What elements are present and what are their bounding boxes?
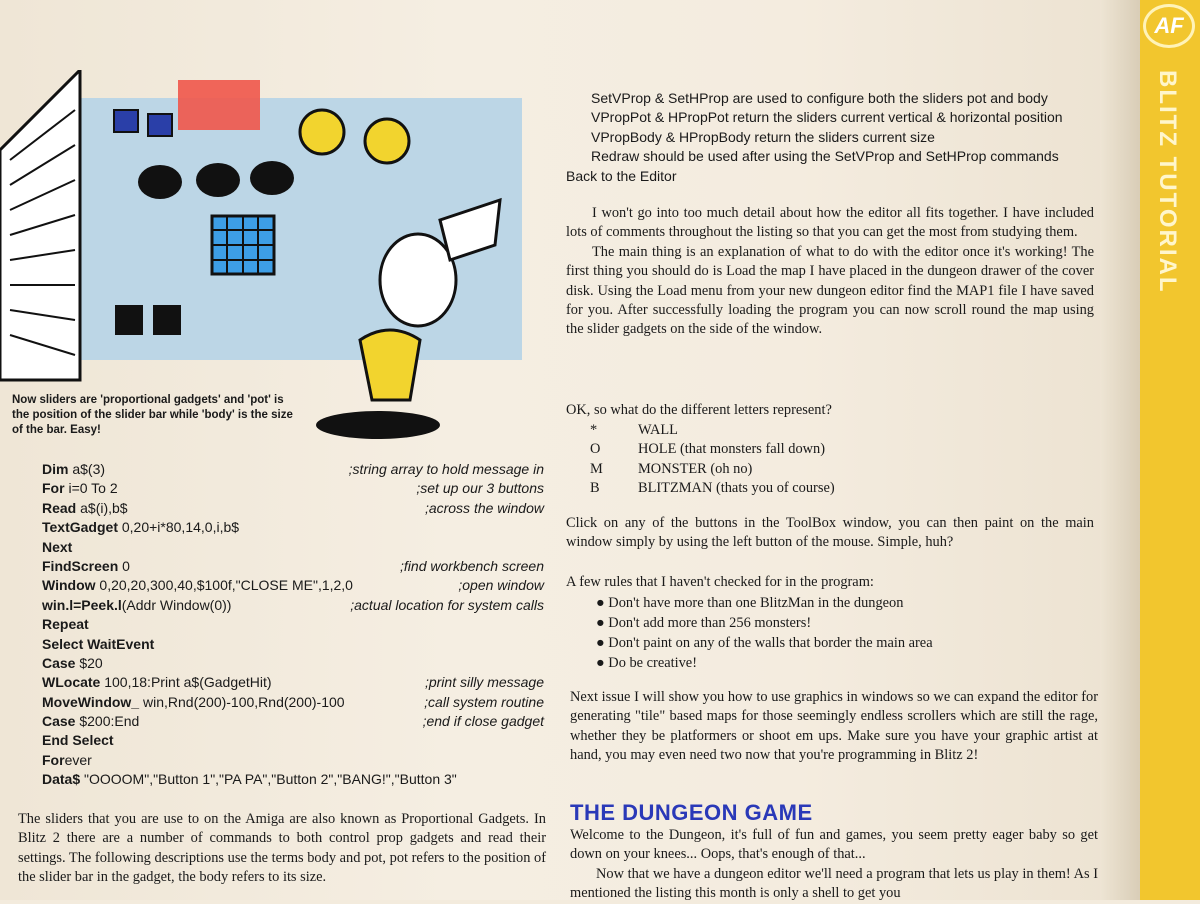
- code-line: [42, 616, 552, 635]
- editor-text-block: [566, 204, 1094, 340]
- command-item: VPropPot & HPropPot return the sliders current vertical & horizontal position: [591, 109, 1063, 126]
- code-comment: ;string array to hold message in: [348, 461, 544, 477]
- bullet-icon: ●: [596, 635, 609, 651]
- code-line: [42, 480, 552, 499]
- red-screen: [178, 80, 260, 130]
- code-text: FindScreen 0: [42, 557, 130, 574]
- code-text: MoveWindow_ win,Rnd(200)-100,Rnd(200)-100: [42, 693, 345, 710]
- code-text: WLocate 100,18:Print a$(GadgetHit): [42, 674, 272, 691]
- black-key-2: [153, 305, 181, 335]
- legend-row: M MONSTER (oh no): [590, 460, 753, 477]
- code-text: win.l=Peek.l(Addr Window(0)): [42, 596, 232, 613]
- letters-intro: OK, so what do the different letters represent?: [566, 402, 832, 418]
- blue-button-1: [114, 110, 138, 132]
- command-list: [566, 89, 1063, 186]
- rule-item: ● Don't add more than 256 monsters!: [596, 615, 812, 631]
- code-line: [42, 597, 552, 616]
- rule-item: ● Don't paint on any of the walls that border the main area: [596, 635, 933, 651]
- clock-icon-1: [300, 110, 344, 154]
- section-heading: THE DUNGEON GAME: [570, 800, 813, 825]
- page-gutter: [1100, 0, 1140, 900]
- illustration-caption: Now sliders are 'proportional gadgets' and 'pot' is the position of the slider bar while 'body' is the size of the bar. Easy!: [12, 394, 293, 436]
- section-label: BLITZ TUTORIAL: [1154, 70, 1181, 294]
- code-line: [42, 732, 552, 751]
- code-line: [42, 461, 552, 480]
- code-text: End Select: [42, 732, 114, 749]
- dungeon-text-block: [570, 826, 1098, 904]
- character-body: [360, 330, 420, 400]
- character-head: [380, 234, 456, 326]
- letter-legend: [590, 421, 835, 499]
- code-comment: ;print silly message: [424, 674, 544, 691]
- code-line: [42, 577, 552, 596]
- bullet-icon: ●: [596, 595, 609, 611]
- paragraph-5: Welcome to the Dungeon, it's full of fun and games, you seem pretty eager baby so get down on your knees... Oops, that's enough of that...: [570, 827, 1098, 863]
- code-line: [42, 674, 552, 693]
- rule-item: ● Don't have more than one BlitzMan in the dungeon: [596, 595, 904, 611]
- code-text: Forever: [42, 751, 92, 768]
- code-line: [42, 713, 552, 732]
- rules-intro: A few rules that I haven't checked for in the program:: [566, 574, 874, 590]
- code-text: Read a$(i),b$: [42, 499, 128, 516]
- dials: [138, 161, 294, 199]
- legend-row: O HOLE (that monsters fall down): [590, 441, 826, 458]
- code-line: [42, 636, 552, 655]
- code-line: [42, 500, 552, 519]
- code-line: [42, 694, 552, 713]
- blue-button-2: [148, 114, 172, 136]
- code-comment: ;find workbench screen: [400, 557, 544, 574]
- bullet-icon: ●: [596, 615, 609, 631]
- code-line: [42, 752, 552, 771]
- code-comment: ;across the window: [424, 499, 544, 516]
- code-text: Next: [42, 538, 73, 555]
- command-item: SetVProp & SetHProp are used to configure both the sliders pot and body: [591, 90, 1048, 106]
- code-line: [42, 558, 552, 577]
- paragraph-2: The main thing is an explanation of what to do with the editor once it's working! The first thing you should do is Load the map I have placed in the dungeon drawer of the cover disk. Using the Load menu from your new dungeon editor find the MAP1 file I have saved for you. After successfully loading the program you can now scroll round the map using the slider gadgets on the side of the window.: [566, 243, 1094, 338]
- back-to-editor-heading: Back to the Editor: [566, 167, 677, 184]
- legend-row: B BLITZMAN (thats you of course): [590, 480, 835, 497]
- left-paragraph: The sliders that you are use to on the Amiga are also known as Proportional Gadgets. In Blitz 2 there are a number of commands to both control prop gadgets and read their settings. The following descriptions use the terms body and pot, pot refers to the position of the slider bar in the gadget, the body refers to its size.: [18, 811, 546, 886]
- code-line: [42, 655, 552, 674]
- paragraph-6: Now that we have a dungeon editor we'll need a program that lets us play in them! As I mentioned the listing this month is only a shell to get you: [570, 865, 1098, 902]
- command-item: Redraw should be used after using the SetVProp and SetHProp commands: [591, 148, 1059, 165]
- legend-row: * WALL: [590, 422, 678, 438]
- code-text: Dim a$(3): [42, 461, 106, 477]
- code-comment: ;actual location for system calls: [350, 596, 544, 613]
- code-text: Case $200:End: [42, 713, 140, 730]
- code-line: [42, 771, 552, 790]
- code-comment: ;call system routine: [424, 693, 544, 710]
- character-shadow: [316, 411, 440, 439]
- code-listing: [42, 461, 552, 791]
- code-text: Window 0,20,20,300,40,$100f,"CLOSE ME",1,2,0: [42, 577, 353, 594]
- code-comment: ;open window: [458, 577, 544, 594]
- code-text: Repeat: [42, 616, 89, 633]
- paragraph-1: I won't go into too much detail about how the editor all fits together. I have included lots of comments throughout the listing so that you can get the most from studying them.: [566, 205, 1094, 241]
- paragraph-4: Next issue I will show you how to use graphics in windows so we can expand the editor for generating "tile" based maps for those seemingly endless scrollers which are still the rage, whether they be platformers or shoot em ups. Make sure you have your graphic artist at hand, you may even need two now that you're programming in Blitz 2!: [570, 689, 1098, 764]
- code-text: Select WaitEvent: [42, 635, 155, 652]
- code-line: [42, 519, 552, 538]
- bullet-icon: ●: [596, 655, 609, 671]
- code-text: Data$ "OOOOM","Button 1","PA PA","Button 2","BANG!","Button 3": [42, 771, 457, 788]
- rules-list: [596, 593, 933, 673]
- clock-icon-2: [365, 119, 409, 163]
- code-comment: ;set up our 3 buttons: [416, 480, 544, 497]
- black-key-1: [115, 305, 143, 335]
- code-text: TextGadget 0,20+i*80,14,0,i,b$: [42, 519, 240, 536]
- paragraph-3: Click on any of the buttons in the ToolBox window, you can then paint on the main window simply by using the left button of the mouse. Simple, huh?: [566, 515, 1094, 551]
- code-text: For i=0 To 2: [42, 480, 118, 497]
- af-logo: AF: [1143, 4, 1195, 48]
- code-comment: ;end if close gadget: [422, 713, 544, 730]
- code-text: Case $20: [42, 654, 103, 671]
- rule-item: ● Do be creative!: [596, 655, 697, 671]
- code-line: [42, 539, 552, 558]
- command-item: VPropBody & HPropBody return the sliders current size: [591, 128, 935, 145]
